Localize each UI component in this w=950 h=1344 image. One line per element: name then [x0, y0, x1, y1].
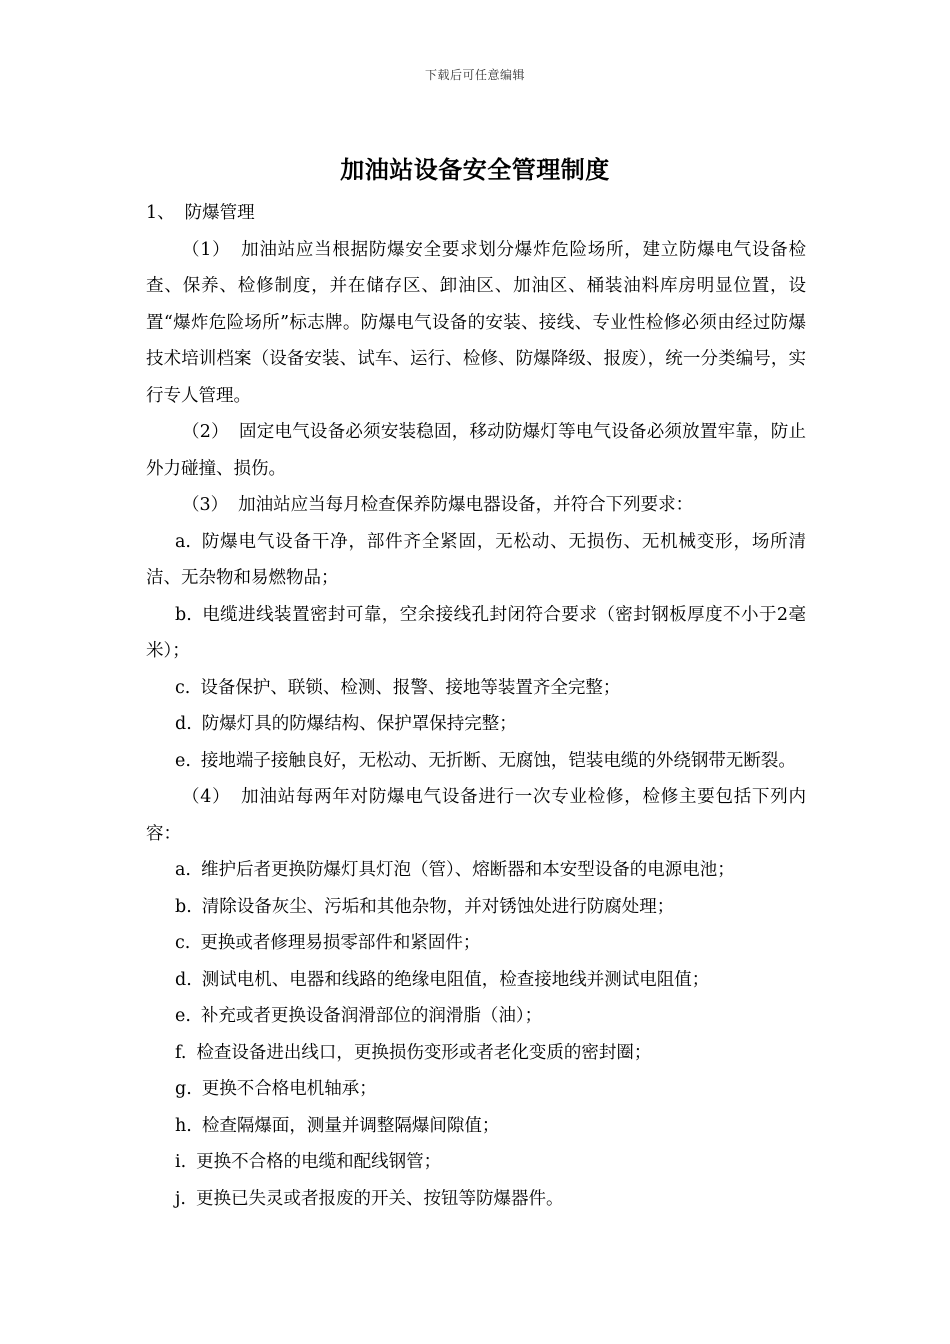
- list-item: [146, 706, 806, 743]
- paragraph-text: 固定电气设备必须安装稳固，移动防爆灯等电气设备必须放置牢靠，防止外力碰撞、损伤。: [146, 422, 806, 479]
- section-title: 防爆管理: [184, 203, 255, 223]
- list-item-label: h.: [175, 1115, 192, 1136]
- list-item-text: 更换或者修理易损零部件和紧固件；: [200, 933, 481, 953]
- list-item-label: e.: [175, 750, 191, 771]
- list-item: [146, 670, 806, 707]
- list-item-label: b.: [175, 604, 192, 625]
- list-item-label: c.: [175, 933, 191, 953]
- paragraph-label: （2）: [182, 422, 229, 442]
- list-item-text: 设备保护、联锁、检测、报警、接地等装置齐全完整；: [200, 677, 621, 698]
- paragraph-label: （4）: [182, 787, 231, 807]
- list-item-label: c.: [175, 677, 191, 698]
- paragraph-text: 加油站应当每月检查保养防爆电器设备，并符合下列要求：: [238, 495, 694, 515]
- list-item: [146, 597, 806, 670]
- list-item: [146, 524, 806, 597]
- paragraph-3: [146, 487, 806, 524]
- list-item: [146, 852, 806, 889]
- list-item: [146, 962, 806, 999]
- paragraph-2: [146, 414, 806, 487]
- list-item-text: 接地端子接触良好，无松动、无折断、无腐蚀，铠装电缆的外绕钢带无断裂。: [200, 750, 796, 771]
- document-title: 加油站设备安全管理制度: [340, 155, 610, 184]
- paragraph-text: 加油站每两年对防爆电气设备进行一次专业检修，检修主要包括下列内容：: [146, 787, 806, 844]
- list-item-text: 电缆进线装置密封可靠，空余接线孔封闭符合要求（密封钢板厚度不小于2毫米）；: [146, 604, 806, 661]
- list-item-text: 补充或者更换设备润滑部位的润滑脂（油）；: [200, 1006, 543, 1026]
- list-item-label: b.: [175, 896, 192, 917]
- paragraph-4: [146, 779, 806, 852]
- list-item: [146, 1071, 806, 1108]
- section-number: 1、: [146, 203, 175, 223]
- list-item: [146, 743, 806, 780]
- list-item: [146, 1181, 806, 1218]
- list-item: [146, 925, 806, 962]
- paragraph-1: [146, 232, 806, 415]
- list-item-text: 防爆电气设备干净，部件齐全紧固，无松动、无损伤、无机械变形，场所清洁、无杂物和易燃物品；: [146, 531, 806, 588]
- list-item-label: d.: [175, 969, 192, 990]
- list-item-label: f.: [175, 1042, 187, 1063]
- list-item-label: a.: [175, 860, 191, 880]
- list-item: [146, 1144, 806, 1181]
- list-item-label: e.: [175, 1006, 191, 1026]
- list-item-label: d.: [175, 714, 192, 734]
- document-body: [146, 195, 806, 1217]
- list-item: [146, 1108, 806, 1145]
- list-item-text: 更换不合格的电缆和配线钢管；: [196, 1152, 442, 1172]
- list-item-label: g.: [175, 1079, 192, 1099]
- list-item-label: a.: [175, 531, 191, 552]
- list-item-text: 更换已失灵或者报废的开关、按钮等防爆器件。: [196, 1188, 564, 1209]
- paragraph-text: 加油站应当根据防爆安全要求划分爆炸危险场所，建立防爆电气设备检查、保养、检修制度，并在储存区、卸油区、加油区、桶装油料库房明显位置，设置“爆炸危险场所”标志牌。防爆电气设备的安装、接线、专业性检修必须由经过防爆技术培训档案（设备安装、试车、运行、检修、防爆降级、报废），统一分类编号，实行专人管理。: [146, 239, 806, 406]
- paragraph-label: （1）: [182, 239, 231, 260]
- list-item-label: i.: [175, 1152, 187, 1172]
- paragraph-label: （3）: [182, 495, 229, 515]
- list-item-text: 维护后者更换防爆灯具灯泡（管）、熔断器和本安型设备的电源电池；: [201, 860, 735, 880]
- section-heading: [146, 195, 806, 232]
- list-item: [146, 889, 806, 926]
- list-item-text: 检查隔爆面，测量并调整隔爆间隙值；: [201, 1115, 500, 1136]
- list-item-label: j.: [175, 1188, 186, 1209]
- list-item-text: 检查设备进出线口，更换损伤变形或者老化变质的密封圈；: [196, 1042, 652, 1063]
- list-item: [146, 998, 806, 1035]
- list-item-text: 测试电机、电器和线路的绝缘电阻值，检查接地线并测试电阻值；: [201, 969, 710, 990]
- list-item: [146, 1035, 806, 1072]
- page-header-note: 下载后可任意编辑: [424, 68, 525, 82]
- list-item-text: 更换不合格电机轴承；: [201, 1079, 377, 1099]
- list-item-text: 清除设备灰尘、污垢和其他杂物，并对锈蚀处进行防腐处理；: [201, 896, 675, 917]
- list-item-text: 防爆灯具的防爆结构、保护罩保持完整；: [201, 714, 517, 734]
